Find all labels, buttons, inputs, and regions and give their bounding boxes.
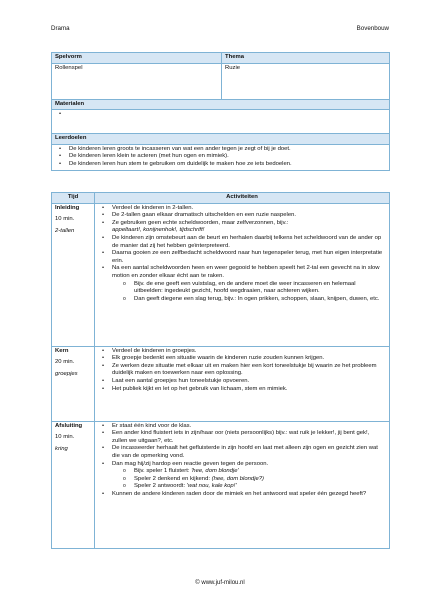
spelvorm-value: Rollenspel (52, 63, 222, 99)
phase-kern (52, 346, 390, 421)
kern-time: 20 min. (55, 359, 75, 366)
sub-item-quote: (hee, dom blondje?) (211, 475, 265, 482)
sub-item (98, 476, 386, 484)
col-activiteiten: Activiteiten (95, 193, 390, 204)
sub-item (98, 468, 386, 476)
inleiding-group: 2-tallen (55, 227, 75, 234)
list-item: • Elk groepje bedenkt een situatie waarin de kinderen ruzie zouden kunnen krijgen. (98, 355, 386, 363)
list-item: • Er staat één kind voor de klas. (98, 423, 386, 431)
spelvorm-label: Spelvorm (52, 53, 222, 64)
leerdoel-item: • De kinderen leren klein te acteren (met hun ogen en mimiek). (55, 153, 386, 161)
col-tijd: Tijd (52, 193, 95, 204)
inleiding-time: 10 min. (55, 216, 75, 223)
list-item: • Daarna gooien ze een zelfbedacht scheldwoord naar hun tegenspeler terug, met hun eigen interpretatie erin. (98, 250, 386, 265)
list-item: • Na een aantal scheldwoorden heen en weer gegooid te hebben speelt het 2-tal een gevecht na in slow motion en zonder elkaar écht aan te raken. (98, 265, 386, 280)
leerdoel-item: • De kinderen leren groots te incasseren van wat een ander tegen je zegt of bij je doet. (55, 146, 386, 154)
list-item (98, 220, 386, 235)
kern-title: Kern (55, 347, 69, 354)
sub-item-text: Speler 2 denkend en kijkend: (134, 475, 210, 482)
list-item: • Ze werken deze situatie met elkaar uit en maken hier een kort toneelstukje bij waarin ze het probleem duidelijk maken en toewerken naar een oplossing. (98, 363, 386, 378)
list-item: • De incasseerder herhaalt het gefluisterde in zijn hoofd en laat met alleen zijn ogen en gezicht zien wat die van de opmerking vond. (98, 445, 386, 460)
list-item: • De 2-tallen gaan elkaar dramatisch uitschelden en een ruzie naspelen. (98, 212, 386, 220)
leerdoelen-label: Leerdoelen (52, 134, 390, 145)
info-table (51, 52, 390, 171)
list-item: • Een ander kind fluistert iets in zijn/haar oor (niets persoonlijks) bijv.: wat ruik je lekker!, jij bent gek!, zullen we uitgaan?, etc. (98, 430, 386, 445)
list-item: • Verdeel de kinderen in 2-tallen. (98, 205, 386, 213)
sub-item-quote: 'hee, dom blondje' (191, 468, 239, 475)
kern-activities (95, 346, 390, 421)
thema-value: Ruzie (222, 63, 390, 99)
sub-item-text: Speler 2 antwoordt: (134, 483, 186, 490)
sub-item-text: Bijv. speler 1 fluistert: (134, 468, 190, 475)
afsluiting-time-cell (52, 421, 95, 548)
list-item: • Kunnen de andere kinderen raden door de mimiek en het antwoord wat speler één gezegd heeft? (98, 491, 386, 499)
header-left: Drama (51, 25, 70, 32)
list-item: • Dan mag hij/zij hardop een reactie geven tegen de persoon. (98, 461, 386, 469)
materialen-value (52, 110, 390, 134)
sub-item (98, 483, 386, 491)
sub-item: o Bijv. de ene geeft een vuistslag, en de andere moet die weer incasseren en helemaal uitbeelden: ingedeukt gezicht, hoofd wegdraaien, naar achteren wijken. (98, 281, 386, 296)
list-item: • Verdeel de kinderen in groepjes. (98, 348, 386, 356)
item-example: appeltaart!, konijnenhok!, tijdschrift! (112, 227, 205, 234)
list-item: • De kinderen zijn omstebeurt aan de beurt en herhalen daarbij telkens het scheldwoord van de ander op de manier dat zij het hebben geïnterpreteerd. (98, 235, 386, 250)
list-item: • Laat een aantal groepjes hun toneelstukje opvoeren. (98, 378, 386, 386)
inleiding-time-cell (52, 203, 95, 346)
kern-group: groepjes (55, 370, 78, 377)
materialen-label: Materialen (52, 99, 390, 110)
footer-copyright: © www.juf-milou.nl (195, 580, 245, 586)
thema-label: Thema (222, 53, 390, 64)
phase-afsluiting (52, 421, 390, 548)
lesson-table (51, 192, 390, 549)
kern-time-cell (52, 346, 95, 421)
leerdoelen-list (52, 144, 390, 170)
phase-inleiding (52, 203, 390, 346)
afsluiting-time: 10 min. (55, 434, 75, 441)
afsluiting-activities (95, 421, 390, 548)
inleiding-activities (95, 203, 390, 346)
sub-item-quote: 'wat nou, kale kop!' (186, 483, 237, 490)
list-item: • Het publiek kijkt en let op het gebruik van lichaam, stem en mimiek. (98, 386, 386, 394)
inleiding-title: Inleiding (55, 204, 80, 211)
afsluiting-title: Afsluiting (55, 422, 83, 429)
sub-item: o Dan geeft diegene een slag terug, bijv.: In ogen prikken, schoppen, slaan, knijpen, duwen, etc. (98, 296, 386, 304)
leerdoel-item: • De kinderen leren hun stem te gebruiken om duidelijk te maken hoe ze iets bedoelen. (55, 161, 386, 169)
afsluiting-group: kring (55, 445, 68, 452)
header-right: Bovenbouw (356, 25, 389, 32)
item-text: Ze gebruiken geen echte scheldwoorden, maar zelfverzonnen, bijv.: (112, 219, 289, 226)
